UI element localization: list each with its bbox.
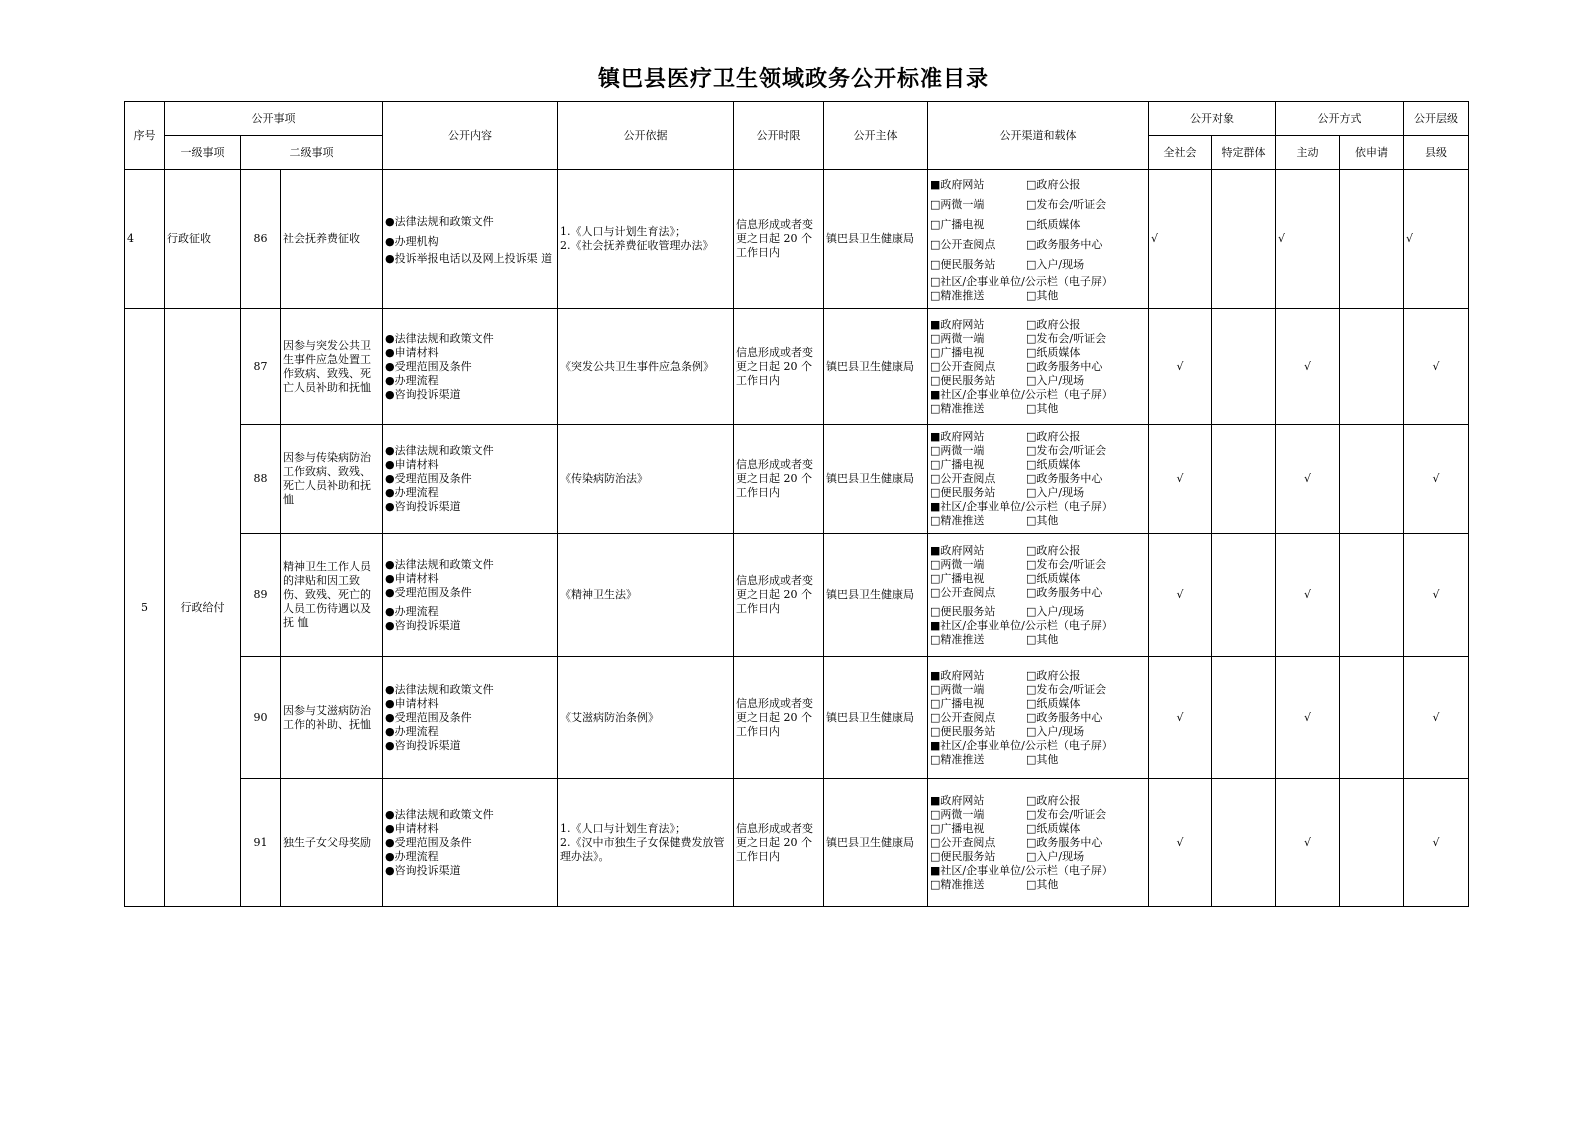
- header-basis: 公开依据: [558, 102, 734, 170]
- method-active-check: √: [1276, 170, 1340, 309]
- channel-option: □政府公报: [1026, 178, 1081, 191]
- channel-option: □纸质媒体: [1026, 571, 1081, 585]
- item-channels: [928, 657, 1149, 779]
- group-level1: 行政征收: [165, 170, 241, 309]
- item-basis: [558, 425, 734, 534]
- basis-line: 《精神卫生法》: [560, 588, 638, 601]
- channel-option: □政务服务中心: [1026, 359, 1103, 373]
- basis-line: 1.《人口与计划生育法》；: [560, 225, 687, 238]
- item-content: [383, 779, 558, 907]
- item-no: 87: [241, 309, 281, 425]
- content-line: ●申请材料: [385, 571, 439, 585]
- table-row: [125, 534, 1469, 657]
- content-line: ●法律法规和政策文件: [385, 215, 494, 228]
- channel-option: □发布会/听证会: [1026, 331, 1107, 345]
- header-target: 公开对象: [1149, 102, 1276, 136]
- content-line: ●法律法规和政策文件: [385, 444, 494, 457]
- basis-line: 《突发公共卫生事件应急条例》: [560, 359, 715, 373]
- item-channels: [928, 425, 1149, 534]
- channel-option: □发布会/听证会: [1026, 444, 1107, 457]
- item-no: 90: [241, 657, 281, 779]
- tier-county-check: √: [1404, 425, 1469, 534]
- content-line: ●办理流程: [385, 373, 439, 387]
- channel-option: □公开查阅点: [930, 359, 996, 373]
- item-channels: [928, 309, 1149, 425]
- item-channels: [928, 170, 1149, 309]
- channel-option: □发布会/听证会: [1026, 682, 1107, 696]
- item-time-limit: 信息形成或者变 更之日起 20 个工作日内: [734, 170, 824, 309]
- method-request-check: [1340, 657, 1404, 779]
- catalog-table: [124, 101, 1469, 907]
- target-all-check: √: [1149, 425, 1212, 534]
- channel-option: □入户/现场: [1026, 373, 1085, 387]
- basis-line: 《艾滋病防治条例》: [560, 710, 660, 724]
- item-content: [383, 657, 558, 779]
- channel-option: ■政府网站: [930, 317, 985, 331]
- item-basis: [558, 534, 734, 657]
- target-all-check: √: [1149, 657, 1212, 779]
- header-seq: 序号: [125, 102, 165, 170]
- header-target-group: 特定群体: [1212, 136, 1276, 170]
- channel-option: □入户/现场: [1026, 486, 1085, 499]
- tier-county-check: √: [1404, 170, 1469, 309]
- header-content: 公开内容: [383, 102, 558, 170]
- channel-option: ■政府网站: [930, 430, 985, 443]
- basis-line: 《传染病防治法》: [560, 472, 649, 485]
- item-time-limit: 信息形成或者变更之日起 20 个工作日内: [734, 657, 824, 779]
- table-row: [125, 309, 1469, 425]
- channel-option: ■政府网站: [930, 543, 985, 557]
- item-name: 因参与艾滋病防治 工作的补助、抚恤: [281, 657, 383, 779]
- tier-county-check: √: [1404, 657, 1469, 779]
- method-active-check: √: [1276, 534, 1340, 657]
- channel-option: □便民服务站: [930, 849, 996, 863]
- content-line: ●投诉举报电话以及网上投诉渠 道: [385, 252, 553, 265]
- item-subject: 镇巴县卫生健康局: [824, 170, 928, 309]
- header-channels: 公开渠道和载体: [928, 102, 1149, 170]
- channel-option: □精准推送: [930, 752, 985, 766]
- channel-option: ■社区/企事业单位/公示栏（电子屏）: [930, 387, 1113, 401]
- method-active-check: √: [1276, 309, 1340, 425]
- item-subject: 镇巴县卫生健康局: [824, 657, 928, 779]
- channel-option: □其他: [1026, 632, 1059, 646]
- tier-county-check: √: [1404, 779, 1469, 907]
- content-line: ●办理流程: [385, 724, 439, 738]
- header-method-active: 主动: [1276, 136, 1340, 170]
- channel-list: [930, 175, 1146, 303]
- content-line: ●咨询投诉渠道: [385, 738, 461, 752]
- content-line: ●办理机构: [385, 235, 439, 248]
- channel-list: [930, 544, 1146, 647]
- item-subject: 镇巴县卫生健康局: [824, 779, 928, 907]
- channel-option: □政务服务中心: [1026, 472, 1103, 485]
- channel-list: [930, 318, 1146, 416]
- item-basis: [558, 170, 734, 309]
- channel-option: □广播电视: [930, 345, 985, 359]
- channel-option: □入户/现场: [1026, 724, 1085, 738]
- channel-option: □其他: [1026, 752, 1059, 766]
- item-subject: 镇巴县卫生健康局: [824, 309, 928, 425]
- item-content: [383, 170, 558, 309]
- channel-option: ■社区/企事业单位/公示栏（电子屏）: [930, 863, 1113, 877]
- channel-option: ■社区/企事业单位/公示栏（电子屏）: [930, 500, 1113, 513]
- content-line: ●法律法规和政策文件: [385, 807, 494, 821]
- channel-list: [930, 430, 1146, 528]
- header-time-limit: 公开时限: [734, 102, 824, 170]
- channel-option: □便民服务站: [930, 604, 996, 618]
- method-request-check: [1340, 309, 1404, 425]
- target-all-check: √: [1149, 309, 1212, 425]
- item-channels: [928, 779, 1149, 907]
- target-all-check: √: [1149, 779, 1212, 907]
- channel-option: □纸质媒体: [1026, 696, 1081, 710]
- channel-option: ■政府网站: [930, 668, 985, 682]
- channel-option: □公开查阅点: [930, 238, 996, 251]
- target-group-check: [1212, 309, 1276, 425]
- item-name: 独生子女父母奖励: [281, 779, 383, 907]
- channel-option: □政府公报: [1026, 430, 1081, 443]
- table-row: [125, 657, 1469, 779]
- channel-option: □社区/企事业单位/公示栏（电子屏）: [930, 275, 1113, 288]
- channel-option: □政务服务中心: [1026, 585, 1103, 599]
- header-tier: 公开层级: [1404, 102, 1469, 136]
- method-active-check: √: [1276, 657, 1340, 779]
- target-group-check: [1212, 779, 1276, 907]
- item-content: [383, 534, 558, 657]
- tier-county-check: √: [1404, 534, 1469, 657]
- item-channels: [928, 534, 1149, 657]
- target-group-check: [1212, 170, 1276, 309]
- header-method: 公开方式: [1276, 102, 1404, 136]
- item-no: 88: [241, 425, 281, 534]
- channel-option: □便民服务站: [930, 373, 996, 387]
- content-line: ●咨询投诉渠道: [385, 618, 461, 632]
- basis-line: 1.《人口与计划生育法》；: [560, 821, 687, 835]
- method-request-check: [1340, 425, 1404, 534]
- target-group-check: [1212, 657, 1276, 779]
- channel-option: □广播电视: [930, 571, 985, 585]
- content-line: ●咨询投诉渠道: [385, 387, 461, 401]
- channel-option: □发布会/听证会: [1026, 198, 1107, 211]
- table-row: [125, 779, 1469, 907]
- method-request-check: [1340, 170, 1404, 309]
- channel-option: □纸质媒体: [1026, 345, 1081, 359]
- target-all-check: √: [1149, 170, 1212, 309]
- method-active-check: √: [1276, 779, 1340, 907]
- channel-option: □纸质媒体: [1026, 458, 1081, 471]
- item-name: 社会抚养费征收: [281, 170, 383, 309]
- item-name: 因参与传染病防治 工作致病、致残、 死亡人员补助和抚 恤: [281, 425, 383, 534]
- target-all-check: √: [1149, 534, 1212, 657]
- channel-option: □公开查阅点: [930, 472, 996, 485]
- content-line: ●受理范围及条件: [385, 472, 472, 485]
- content-line: ●申请材料: [385, 821, 439, 835]
- channel-option: □公开查阅点: [930, 835, 996, 849]
- header-tier-county: 县级: [1404, 136, 1469, 170]
- header-matter: 公开事项: [165, 102, 383, 136]
- channel-option: □入户/现场: [1026, 604, 1085, 618]
- channel-option: □政府公报: [1026, 793, 1081, 807]
- channel-option: □发布会/听证会: [1026, 807, 1107, 821]
- channel-option: □便民服务站: [930, 258, 996, 271]
- header-target-all: 全社会: [1149, 136, 1212, 170]
- item-time-limit: 信息形成或者变更之日起 20 个工作日内: [734, 534, 824, 657]
- item-content: [383, 309, 558, 425]
- basis-line: 2.《社会抚养费征收管理办法》: [560, 239, 714, 252]
- channel-option: □发布会/听证会: [1026, 557, 1107, 571]
- target-group-check: [1212, 425, 1276, 534]
- table-row: [125, 425, 1469, 534]
- item-no: 91: [241, 779, 281, 907]
- channel-option: □广播电视: [930, 696, 985, 710]
- channel-option: □广播电视: [930, 458, 985, 471]
- channel-option: ■政府网站: [930, 793, 985, 807]
- item-name: 因参与突发公共卫 生事件应急处置工 作致病、致残、死 亡人员补助和抚恤: [281, 309, 383, 425]
- channel-option: □两微一端: [930, 444, 985, 457]
- item-basis: [558, 779, 734, 907]
- content-line: ●受理范围及条件: [385, 710, 472, 724]
- channel-option: □两微一端: [930, 557, 985, 571]
- channel-option: □精准推送: [930, 514, 985, 527]
- channel-option: ■社区/企事业单位/公示栏（电子屏）: [930, 618, 1113, 632]
- group-level1: 行政给付: [165, 309, 241, 907]
- channel-option: ■政府网站: [930, 178, 985, 191]
- content-line: ●申请材料: [385, 696, 439, 710]
- item-basis: [558, 657, 734, 779]
- group-seq: 4: [125, 170, 165, 309]
- item-no: 86: [241, 170, 281, 309]
- channel-option: □纸质媒体: [1026, 218, 1081, 231]
- channel-option: □纸质媒体: [1026, 821, 1081, 835]
- method-active-check: √: [1276, 425, 1340, 534]
- table-row: [125, 170, 1469, 309]
- header-subject: 公开主体: [824, 102, 928, 170]
- header-level1: 一级事项: [165, 136, 241, 170]
- channel-option: □便民服务站: [930, 724, 996, 738]
- channel-list: [930, 669, 1146, 767]
- channel-option: □广播电视: [930, 821, 985, 835]
- channel-option: □政务服务中心: [1026, 835, 1103, 849]
- channel-option: □其他: [1026, 401, 1059, 415]
- channel-option: □两微一端: [930, 198, 985, 211]
- channel-option: □政务服务中心: [1026, 710, 1103, 724]
- channel-option: □精准推送: [930, 877, 985, 891]
- channel-option: □入户/现场: [1026, 849, 1085, 863]
- basis-line: 2.《汉中市独生子女保健费发放管理办法》。: [560, 835, 725, 863]
- group-seq: 5: [125, 309, 165, 907]
- content-line: ●受理范围及条件: [385, 359, 472, 373]
- channel-option: □入户/现场: [1026, 258, 1085, 271]
- content-line: ●咨询投诉渠道: [385, 500, 461, 513]
- page-title: 镇巴县医疗卫生领域政务公开标准目录: [597, 66, 989, 92]
- method-request-check: [1340, 534, 1404, 657]
- content-line: ●法律法规和政策文件: [385, 682, 494, 696]
- header-level2: 二级事项: [241, 136, 383, 170]
- channel-option: □政府公报: [1026, 668, 1081, 682]
- item-time-limit: 信息形成或者变更之日起 20 个工作日内: [734, 309, 824, 425]
- item-time-limit: 信息形成或者变更之日起 20 个工作日内: [734, 425, 824, 534]
- content-line: ●办理流程: [385, 486, 439, 499]
- channel-option: □其他: [1026, 289, 1059, 302]
- channel-option: □精准推送: [930, 289, 985, 302]
- channel-option: □公开查阅点: [930, 710, 996, 724]
- channel-option: □政府公报: [1026, 317, 1081, 331]
- content-line: ●申请材料: [385, 345, 439, 359]
- item-content: [383, 425, 558, 534]
- channel-option: □精准推送: [930, 632, 985, 646]
- tier-county-check: √: [1404, 309, 1469, 425]
- content-line: ●咨询投诉渠道: [385, 863, 461, 877]
- content-line: ●受理范围及条件: [385, 835, 472, 849]
- item-no: 89: [241, 534, 281, 657]
- channel-option: □广播电视: [930, 218, 985, 231]
- item-subject: 镇巴县卫生健康局: [824, 425, 928, 534]
- channel-option: □两微一端: [930, 682, 985, 696]
- channel-list: [930, 794, 1146, 892]
- channel-option: □政务服务中心: [1026, 238, 1103, 251]
- channel-option: □精准推送: [930, 401, 985, 415]
- header-method-request: 依申请: [1340, 136, 1404, 170]
- channel-option: □其他: [1026, 877, 1059, 891]
- channel-option: □公开查阅点: [930, 585, 996, 599]
- content-line: ●法律法规和政策文件: [385, 557, 494, 571]
- channel-option: □便民服务站: [930, 486, 996, 499]
- content-line: ●办理流程: [385, 849, 439, 863]
- content-line: ●申请材料: [385, 458, 439, 471]
- item-time-limit: 信息形成或者变更之日起 20 个工作日内: [734, 779, 824, 907]
- channel-option: ■社区/企事业单位/公示栏（电子屏）: [930, 738, 1113, 752]
- content-line: ●法律法规和政策文件: [385, 331, 494, 345]
- target-group-check: [1212, 534, 1276, 657]
- channel-option: □其他: [1026, 514, 1059, 527]
- content-line: ●受理范围及条件: [385, 585, 472, 599]
- item-basis: [558, 309, 734, 425]
- channel-option: □两微一端: [930, 807, 985, 821]
- channel-option: □两微一端: [930, 331, 985, 345]
- method-request-check: [1340, 779, 1404, 907]
- item-name: 精神卫生工作人员的津贴和因工致伤、致残、死亡的人员工伤待遇以及抚 恤: [281, 534, 383, 657]
- content-line: ●办理流程: [385, 604, 439, 618]
- item-subject: 镇巴县卫生健康局: [824, 534, 928, 657]
- channel-option: □政府公报: [1026, 543, 1081, 557]
